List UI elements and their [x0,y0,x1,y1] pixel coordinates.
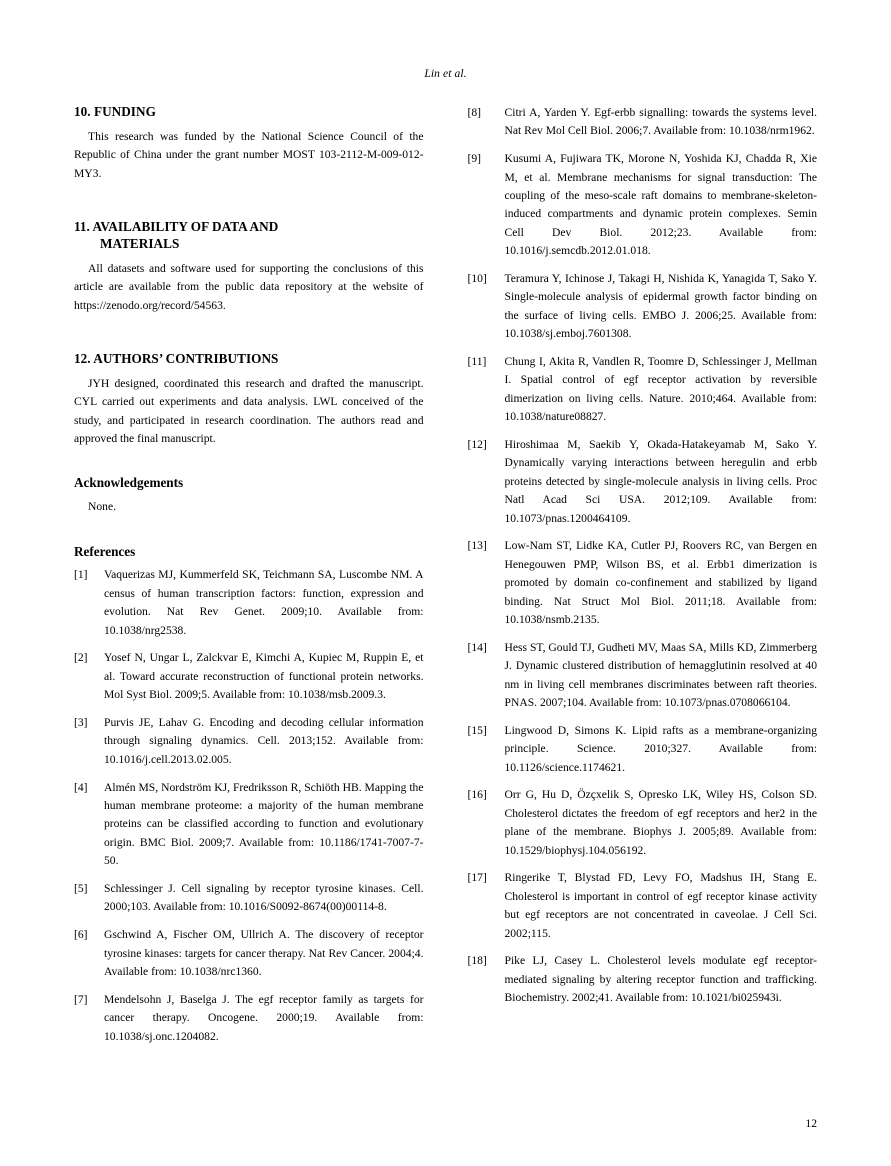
reference-text: Almén MS, Nordström KJ, Fredriksson R, Schiöth HB. Mapping the human membrane proteome: a majority of the human membrane proteins can be classified according to function and evolutionary origin. BMC Biol. 2009;7. Available from: 10.1186/1741-7007-7-50. [104,780,424,868]
reference-text: Lingwood D, Simons K. Lipid rafts as a membrane-organizing principle. Science. 2010;327. Available from: 10.1126/science.1174621. [504,723,817,774]
reference-number: [17] [467,871,487,885]
section-heading-acknowledgements: Acknowledgements [74,475,184,491]
reference-number: [13] [467,539,487,553]
reference-number: [8] [467,106,482,119]
reference-number: [15] [467,723,487,737]
reference-item [74,779,424,871]
reference-text: Pike LJ, Casey L. Cholesterol levels modulate egf receptor-mediated signaling by altering receptor function and trafficking. Biochemistry. 2002;41. Available from: 10.1021/bi025943i. [504,954,817,1005]
reference-item [468,537,818,629]
reference-text: Chung I, Akita R, Vandlen R, Toomre D, Schlessinger J, Mellman I. Spatial control of egf receptor activation by reversible dimerization on living cells. Nature. 2010;464. Available from: 10.1038/nature08827. [504,355,817,424]
reference-list-right [468,104,818,1008]
section-heading-funding [74,104,424,121]
reference-number: [10] [467,272,487,285]
section-body-acknowledgements: None. [88,500,117,514]
section-heading-funding-line1: 10. FUNDING [74,104,156,119]
spacer [74,517,424,544]
reference-item [468,150,818,260]
reference-item [74,714,424,769]
reference-number: [9] [467,152,482,166]
reference-text: Yosef N, Ungar L, Zalckvar E, Kimchi A, Kupiec M, Ruppin E, et al. Toward accurate reconstruction of functional protein networks. Mol Syst Biol. 2009;5. Available from: 10.1038/msb.2009.3. [104,651,424,702]
reference-number: [1] [74,568,88,582]
reference-text: Mendelsohn J, Baselga J. The egf receptor family as targets for cancer therapy. Oncogene. 2000;19. Available from: 10.1038/sj.onc.1204082. [104,992,424,1043]
reference-text: Vaquerizas MJ, Kummerfeld SK, Teichmann SA, Luscombe NM. A census of human transcription factors: function, expression and evolution. Nat Rev Genet. 2009;10. Available from: 10.1038/nrg2538. [104,568,424,637]
section-body-contributions: JYH designed, coordinated this research and drafted the manuscript. CYL carried out experiments and data analysis. LWL conceived of the study, and participated in research coordination. The authors read and approved the final manuscript. [74,376,424,445]
reference-number: [14] [467,640,487,654]
section-body-funding: This research was funded by the National Science Council of the Republic of China under the grant number MOST 103-2112-M-009-012-MY3. [74,129,424,180]
page-number: 12 [805,1117,817,1130]
section-heading-contributions-line1: 12. AUTHORS’ CONTRIBUTIONS [74,350,279,366]
reference-number: [18] [467,954,487,968]
reference-text: Gschwind A, Fischer OM, Ullrich A. The discovery of receptor tyrosine kinases: targets for cancer therapy. Nat Rev Cancer. 2004;4. Available from: 10.1038/nrc1360. [104,928,424,979]
reference-text: Kusumi A, Fujiwara TK, Morone N, Yoshida KJ, Chadda R, Xie M, et al. Membrane mechanisms for signal transduction: The coupling of the meso-scale raft domains to membrane-skeleton-induced compartments and dynamic protein complexes. Semin Cell Dev Biol. 2012;23. Available from: 10.1016/j.semcdb.2012.01.018. [504,152,817,258]
reference-list-left [74,566,424,1046]
section-heading-contributions [74,351,424,368]
reference-text: Low-Nam ST, Lidke KA, Cutler PJ, Roovers RC, van Bergen en Henegouwen PMP, Wilson BS, et al. Erbb1 dimerization is promoted by domain co-confinement and stabilized by ligand binding. Nat Struct Mol Biol. 2011;18. Available from: 10.1038/nsmb.2135. [504,539,817,626]
reference-item [468,639,818,713]
reference-item [468,104,818,141]
reference-item [468,952,818,1007]
reference-item [74,991,424,1046]
reference-item [74,926,424,981]
reference-item [74,566,424,640]
section-heading-availability [74,219,424,253]
reference-number: [3] [74,716,88,730]
reference-text: Purvis JE, Lahav G. Encoding and decoding cellular information through signaling dynamics. Cell. 2013;152. Available from: 10.1016/j.cell.2013.02.005. [104,716,424,766]
reference-item [468,270,818,344]
reference-item [468,436,818,528]
reference-text: Schlessinger J. Cell signaling by receptor tyrosine kinases. Cell. 2000;103. Available from: 10.1016/S0092-8674(00)00114-8. [104,882,424,914]
running-head: Lin et al. [424,68,467,80]
spacer [74,315,424,351]
spacer [74,183,424,219]
right-column [468,104,818,1104]
reference-text: Hess ST, Gould TJ, Gudheti MV, Maas SA, Mills KD, Zimmerberg J. Dynamic clustered distribution of hemagglutinin resolved at 40 nm in living cell membranes discriminates between raft theories. PNAS. 2007;104. Available from: 10.1073/pnas.0708066104. [504,640,817,709]
reference-item [468,786,818,860]
spacer [74,448,424,475]
reference-number: [16] [467,788,487,802]
reference-number: [7] [74,992,88,1006]
reference-item [74,880,424,917]
reference-text: Citri A, Yarden Y. Egf-erbb signalling: towards the systems level. Nat Rev Mol Cell Biol. 2006;7. Available from: 10.1038/nrm1962. [504,106,817,138]
left-column [74,104,424,1104]
reference-item [468,722,818,777]
section-body-availability: All datasets and software used for supporting the conclusions of this article are available from the public data repository at the website of https://zenodo.org/record/54563. [74,261,424,312]
two-column-body [74,104,817,1104]
reference-number: [5] [74,882,88,896]
reference-item [74,649,424,704]
reference-text: Ringerike T, Blystad FD, Levy FO, Madshus IH, Stang E. Cholesterol is important in control of egf receptor kinase activity but egf receptors are not concentrated in caveolae. J Cell Sci. 2002;115. [504,871,817,940]
reference-text: Orr G, Hu D, Özçxelik S, Opresko LK, Wiley HS, Colson SD. Cholesterol dictates the freedom of egf receptors and her2 in the plane of the membrane. Biophys J. 2005;89. Available from: 10.1529/biophysj.104.056192. [504,788,817,857]
reference-text: Teramura Y, Ichinose J, Takagi H, Nishida K, Yanagida T, Sako Y. Single-molecule analysis of epidermal growth factor binding on the surface of living cells. EMBO J. 2006;25. Available from: 10.1038/sj.emboj.7601308. [504,272,817,341]
reference-number: [11] [467,355,487,368]
reference-item [468,869,818,943]
reference-number: [6] [74,928,88,942]
reference-number: [12] [467,438,487,451]
section-heading-references: References [74,543,136,559]
reference-number: [2] [74,651,88,665]
reference-number: [4] [74,780,88,794]
reference-item [468,353,818,427]
reference-text: Hiroshimaa M, Saekib Y, Okada-Hatakeyamab M, Sako Y. Dynamically varying interactions between heregulin and erbb proteins detected by single-molecule analysis in living cells. Proc Natl Acad Sci USA. 2012;109. Available from: 10.1073/pnas.1200464109. [504,438,817,525]
section-heading-availability-line1: 11. AVAILABILITY OF DATA AND [74,219,279,235]
section-heading-availability-line2: MATERIALS [100,235,180,251]
